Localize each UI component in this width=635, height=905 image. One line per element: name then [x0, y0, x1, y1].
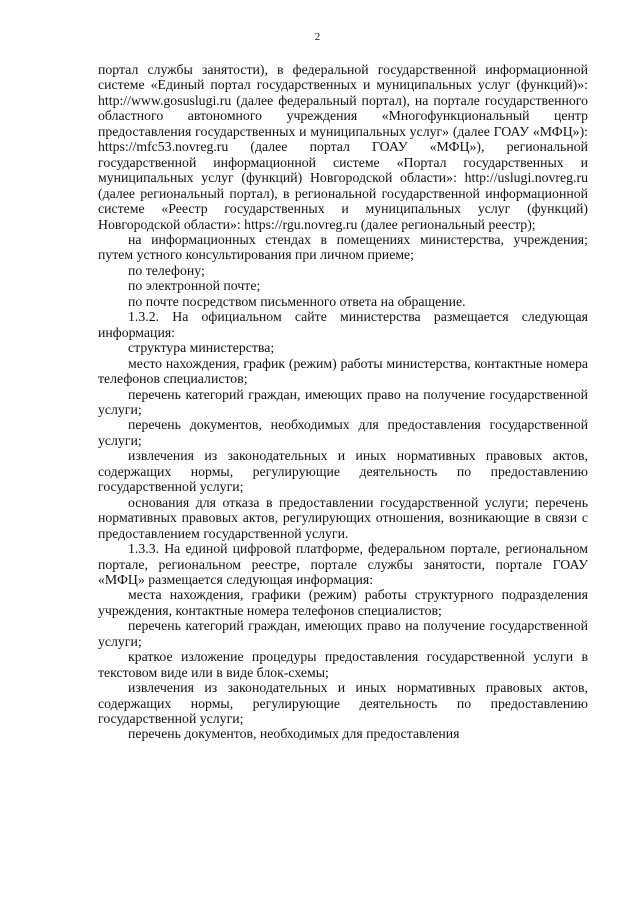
- paragraph-8: место нахождения, график (режим) работы министерства, контактные номера телефонов специалистов;: [98, 355, 588, 387]
- paragraph-3: по телефону;: [128, 262, 205, 278]
- document-body: [98, 62, 588, 742]
- paragraph-13: 1.3.3. На единой цифровой платформе, федеральном портале, региональном портале, региональном реестре, портале службы занятости, портале ГОАУ «МФЦ» размещается следующая информация:: [98, 541, 588, 587]
- paragraph-2: на информационных стендах в помещениях министерства, учреждения; путем устного консультирования при личном приеме;: [98, 231, 588, 263]
- paragraph-7: структура министерства;: [128, 340, 275, 356]
- paragraph-9: перечень категорий граждан, имеющих право на получение государственной услуги;: [98, 386, 588, 417]
- paragraph-14: места нахождения, графики (режим) работы структурного подразделения учреждения, контактные номера телефонов специалистов;: [98, 587, 588, 618]
- paragraph-18: перечень документов, необходимых для предоставления: [128, 726, 460, 742]
- paragraph-12: основания для отказа в предоставлении государственной услуги; перечень нормативных правовых актов, регулирующих отношения, возникающие в связи с предоставлением государственной услуги.: [98, 494, 588, 541]
- paragraph-15: перечень категорий граждан, имеющих право на получение государственной услуги;: [98, 618, 588, 649]
- paragraph-6: 1.3.2. На официальном сайте министерства размещается следующая информация:: [98, 309, 588, 340]
- paragraph-4: по электронной почте;: [128, 278, 261, 294]
- paragraph-16: краткое изложение процедуры предоставления государственной услуги в текстовом виде или в виде блок-схемы;: [98, 649, 588, 680]
- paragraph-10: перечень документов, необходимых для предоставления государственной услуги;: [98, 417, 588, 448]
- paragraph-5: по почте посредством письменного ответа на обращение.: [128, 293, 466, 309]
- page-number: 2: [314, 31, 321, 43]
- paragraph-17: извлечения из законодательных и иных нормативных правовых актов, содержащих нормы, регулирующие деятельность по предоставлению государственной услуги;: [98, 680, 588, 727]
- paragraph-11: извлечения из законодательных и иных нормативных правовых актов, содержащих нормы, регулирующие деятельность по предоставлению государственной услуги;: [98, 448, 588, 495]
- paragraph-1: портал службы занятости), в федеральной государственной информационной системе «Единый портал государственных и муниципальных услуг (функций)»: http://www.gosuslugi.ru (далее федеральный портал), на портале государственного областного автономного учреждения «Многофункциональный центр предоставления государственных и муниципальных услуг» (далее ГОАУ «МФЦ»): https://mfc53.novreg.ru (далее портал ГОАУ «МФЦ»), региональной государственной информационной системе «Портал государственных и муниципальных услуг (функций) Новгородской области»: http://uslugi.novreg.ru (далее региональный портал), в региональной государственной информационной системе «Реестр государственных и муниципальных услуг (функций) Новгородской области»: https://rgu.novreg.ru (далее региональный реестр);: [98, 62, 588, 232]
